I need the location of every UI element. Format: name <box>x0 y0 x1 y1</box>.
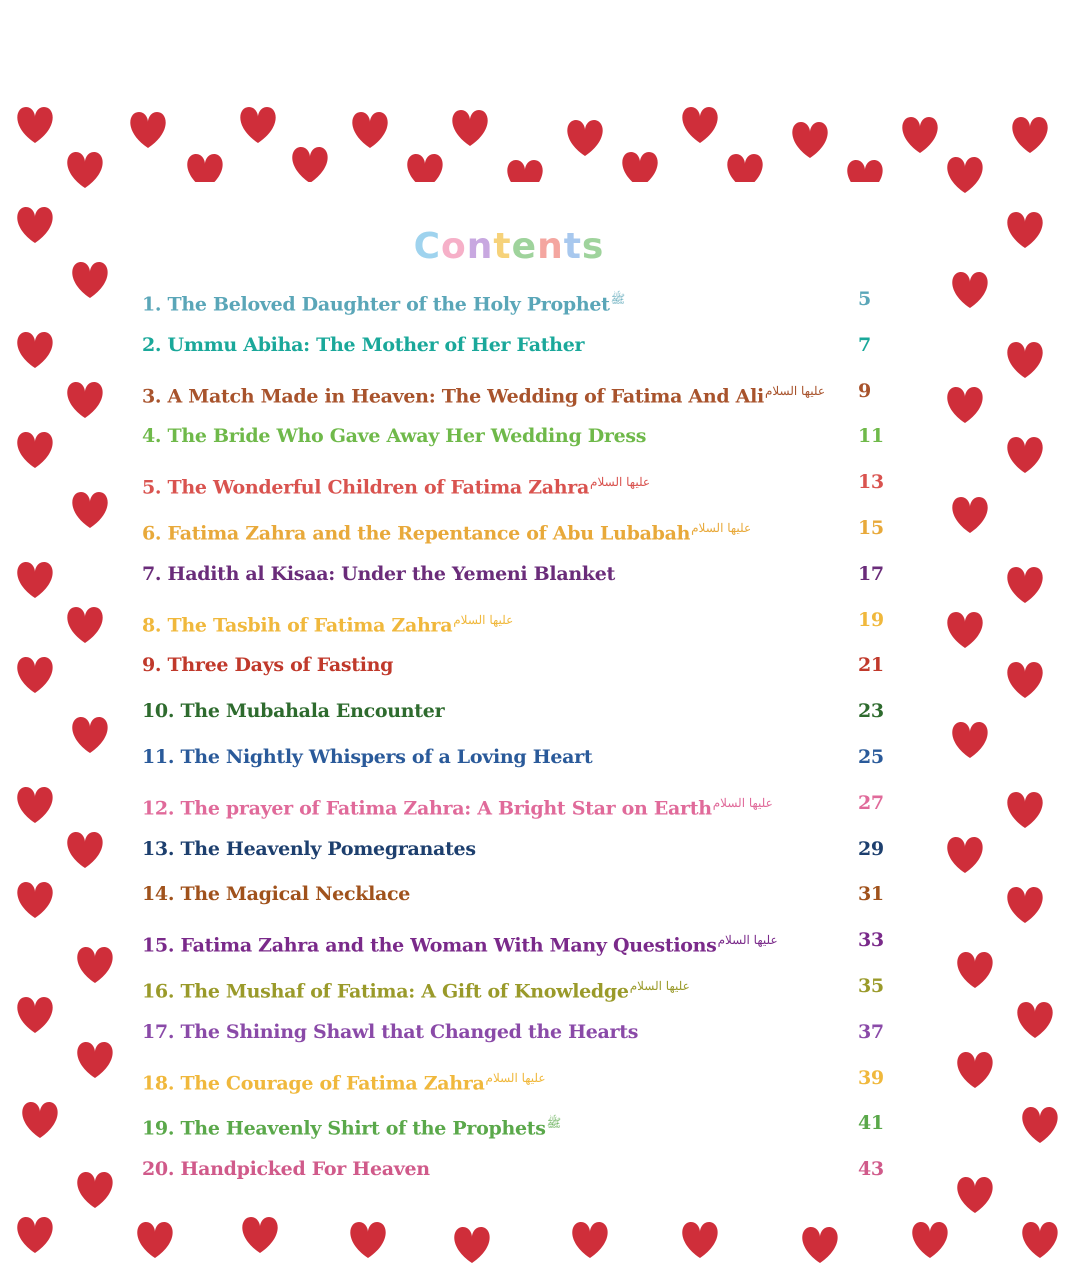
toc-page-number: 19 <box>858 608 884 631</box>
toc-entry[interactable] <box>142 694 902 740</box>
table-of-contents <box>142 282 902 1198</box>
heart-icon <box>454 1227 489 1263</box>
heart-icon <box>567 120 602 156</box>
toc-entry-title: 10. The Mubahala Encounter <box>142 700 445 723</box>
heart-icon <box>67 832 102 868</box>
heart-icon <box>1012 117 1047 153</box>
toc-entry[interactable] <box>142 511 902 557</box>
toc-entry[interactable] <box>142 877 902 923</box>
toc-entry[interactable] <box>142 923 902 969</box>
heart-icon <box>72 262 107 298</box>
toc-page-number: 39 <box>858 1066 884 1089</box>
honorific-calligraphy: عليها السلام <box>590 475 651 490</box>
toc-page-number: 11 <box>858 425 884 448</box>
heart-icon <box>67 607 102 643</box>
heart-icon <box>17 787 52 823</box>
toc-page-number: 37 <box>858 1020 884 1043</box>
toc-entry-title: 14. The Magical Necklace <box>142 883 411 906</box>
heart-icon <box>17 997 52 1033</box>
toc-page-number: 25 <box>858 745 884 768</box>
toc-page-number: 15 <box>858 516 884 539</box>
toc-page-number: 13 <box>858 471 884 494</box>
toc-entry[interactable] <box>142 419 902 465</box>
title-letter: s <box>581 226 605 267</box>
heart-icon <box>957 1177 992 1213</box>
toc-page-number: 31 <box>858 883 884 906</box>
toc-entry-title: 5. The Wonderful Children of Fatima Zahra$^{عليها السلام}$ <box>142 475 651 499</box>
honorific-calligraphy: عليها السلام <box>712 795 773 810</box>
toc-entry[interactable] <box>142 1015 902 1061</box>
toc-entry[interactable] <box>142 557 902 603</box>
heart-icon <box>350 1222 385 1258</box>
heart-icon <box>1022 1107 1057 1143</box>
honorific-calligraphy: عليها السلام <box>691 520 752 535</box>
toc-entry-title: 13. The Heavenly Pomegranates <box>142 837 476 860</box>
toc-entry[interactable] <box>142 328 902 374</box>
heart-icon <box>957 952 992 988</box>
heart-icon <box>952 497 987 533</box>
heart-icon <box>1007 212 1042 248</box>
title-letter: n <box>537 226 564 267</box>
toc-entry[interactable] <box>142 1106 902 1152</box>
toc-entry[interactable] <box>142 786 902 832</box>
honorific-calligraphy: عليها السلام <box>764 383 825 398</box>
toc-entry[interactable] <box>142 1152 902 1198</box>
title-letter: t <box>493 226 512 267</box>
honorific-calligraphy: عليها السلام <box>453 612 514 627</box>
toc-entry[interactable] <box>142 465 902 511</box>
toc-entry-title: 16. The Mushaf of Fatima: A Gift of Knowledge$^{عليها السلام}$ <box>142 978 690 1003</box>
toc-entry-title: 2. Ummu Abiha: The Mother of Her Father <box>142 333 585 356</box>
toc-entry-title: 1. The Beloved Daughter of the Holy Prophet$^ﷺ$ <box>142 292 626 316</box>
toc-page-number: 7 <box>858 333 871 356</box>
heart-icon <box>952 272 987 308</box>
heart-icon <box>292 147 327 183</box>
heart-icon <box>67 382 102 418</box>
heart-icon <box>1007 887 1042 923</box>
heart-icon <box>1022 1222 1057 1258</box>
heart-icon <box>17 207 52 243</box>
heart-icon <box>947 387 982 423</box>
heart-icon <box>1017 1002 1052 1038</box>
honorific-calligraphy: ﷺ <box>546 1116 562 1131</box>
toc-entry-title: 11. The Nightly Whispers of a Loving Heart <box>142 745 593 768</box>
honorific-calligraphy: ﷺ <box>610 292 626 306</box>
heart-icon <box>912 1222 947 1258</box>
heart-icon <box>17 432 52 468</box>
heart-icon <box>682 107 717 143</box>
toc-page-number: 29 <box>858 837 884 860</box>
heart-icon <box>802 1227 837 1263</box>
contents-page <box>124 182 930 1198</box>
toc-entry-title: 8. The Tasbih of Fatima Zahra$^{عليها السلام}$ <box>142 612 514 636</box>
toc-entry-title: 15. Fatima Zahra and the Woman With Many Questions$^{عليها السلام}$ <box>142 933 778 957</box>
heart-icon <box>240 107 275 143</box>
heart-icon <box>130 112 165 148</box>
heart-icon <box>17 107 52 143</box>
toc-entry[interactable] <box>142 374 902 420</box>
toc-entry-title: 17. The Shining Shawl that Changed the Hearts <box>142 1020 639 1043</box>
toc-entry[interactable] <box>142 648 902 694</box>
honorific-calligraphy: عليها السلام <box>717 933 778 948</box>
page-title <box>124 226 894 267</box>
heart-icon <box>72 717 107 753</box>
heart-icon <box>77 947 112 983</box>
toc-entry[interactable] <box>142 1061 902 1107</box>
heart-icon <box>682 1222 717 1258</box>
heart-icon <box>137 1222 172 1258</box>
title-letter: o <box>441 226 467 267</box>
heart-icon <box>947 837 982 873</box>
toc-entry-title: 20. Handpicked For Heaven <box>142 1158 430 1181</box>
heart-icon <box>792 122 827 158</box>
toc-entry[interactable] <box>142 740 902 786</box>
toc-page-number: 43 <box>858 1158 884 1181</box>
heart-icon <box>17 332 52 368</box>
heart-icon <box>1007 567 1042 603</box>
toc-entry[interactable] <box>142 603 902 649</box>
toc-page-number: 33 <box>858 929 884 952</box>
heart-icon <box>22 1102 57 1138</box>
heart-icon <box>952 722 987 758</box>
toc-entry[interactable] <box>142 282 902 328</box>
toc-page-number: 27 <box>858 791 884 814</box>
title-letter: e <box>511 226 538 267</box>
heart-icon <box>17 882 52 918</box>
heart-icon <box>957 1052 992 1088</box>
heart-icon <box>902 117 937 153</box>
toc-entry[interactable] <box>142 969 902 1015</box>
heart-icon <box>72 492 107 528</box>
heart-icon <box>1007 437 1042 473</box>
toc-entry-title: 7. Hadith al Kisaa: Under the Yemeni Blanket <box>142 562 615 585</box>
heart-icon <box>77 1042 112 1078</box>
toc-page-number: 35 <box>858 974 884 997</box>
toc-page-number: 41 <box>858 1112 884 1135</box>
toc-entry[interactable] <box>142 832 902 878</box>
toc-page-number: 17 <box>858 562 884 585</box>
toc-page-number: 5 <box>858 288 871 310</box>
heart-icon <box>352 112 387 148</box>
heart-icon <box>77 1172 112 1208</box>
toc-page-number: 21 <box>858 654 884 677</box>
honorific-calligraphy: عليها السلام <box>485 1070 546 1085</box>
heart-icon <box>572 1222 607 1258</box>
heart-icon <box>1007 342 1042 378</box>
honorific-calligraphy: عليها السلام <box>629 978 690 993</box>
toc-entry-title: 3. A Match Made in Heaven: The Wedding of Fatima And Ali$^{عليها السلام}$ <box>142 383 825 407</box>
toc-page-number: 9 <box>858 379 871 402</box>
heart-icon <box>67 152 102 188</box>
toc-entry-title: 19. The Heavenly Shirt of the Prophets$^ﷺ$ <box>142 1116 562 1140</box>
heart-icon <box>947 157 982 193</box>
heart-icon <box>17 657 52 693</box>
toc-entry-title: 6. Fatima Zahra and the Repentance of Abu Lubabah$^{عليها السلام}$ <box>142 520 752 545</box>
heart-icon <box>947 612 982 648</box>
toc-entry-title: 12. The prayer of Fatima Zahra: A Bright Star on Earth$^{عليها السلام}$ <box>142 795 773 820</box>
title-letter: t <box>563 226 582 267</box>
toc-entry-title: 9. Three Days of Fasting <box>142 654 394 677</box>
heart-icon <box>17 562 52 598</box>
toc-page-number: 23 <box>858 700 884 723</box>
heart-icon <box>17 1217 52 1253</box>
title-letter: C <box>413 226 442 267</box>
heart-icon <box>242 1217 277 1253</box>
toc-entry-title: 4. The Bride Who Gave Away Her Wedding Dress <box>142 425 647 448</box>
heart-icon <box>1007 792 1042 828</box>
toc-entry-title: 18. The Courage of Fatima Zahra$^{عليها السلام}$ <box>142 1070 546 1094</box>
title-letter: n <box>466 226 494 267</box>
heart-icon <box>452 110 487 146</box>
heart-icon <box>1007 662 1042 698</box>
